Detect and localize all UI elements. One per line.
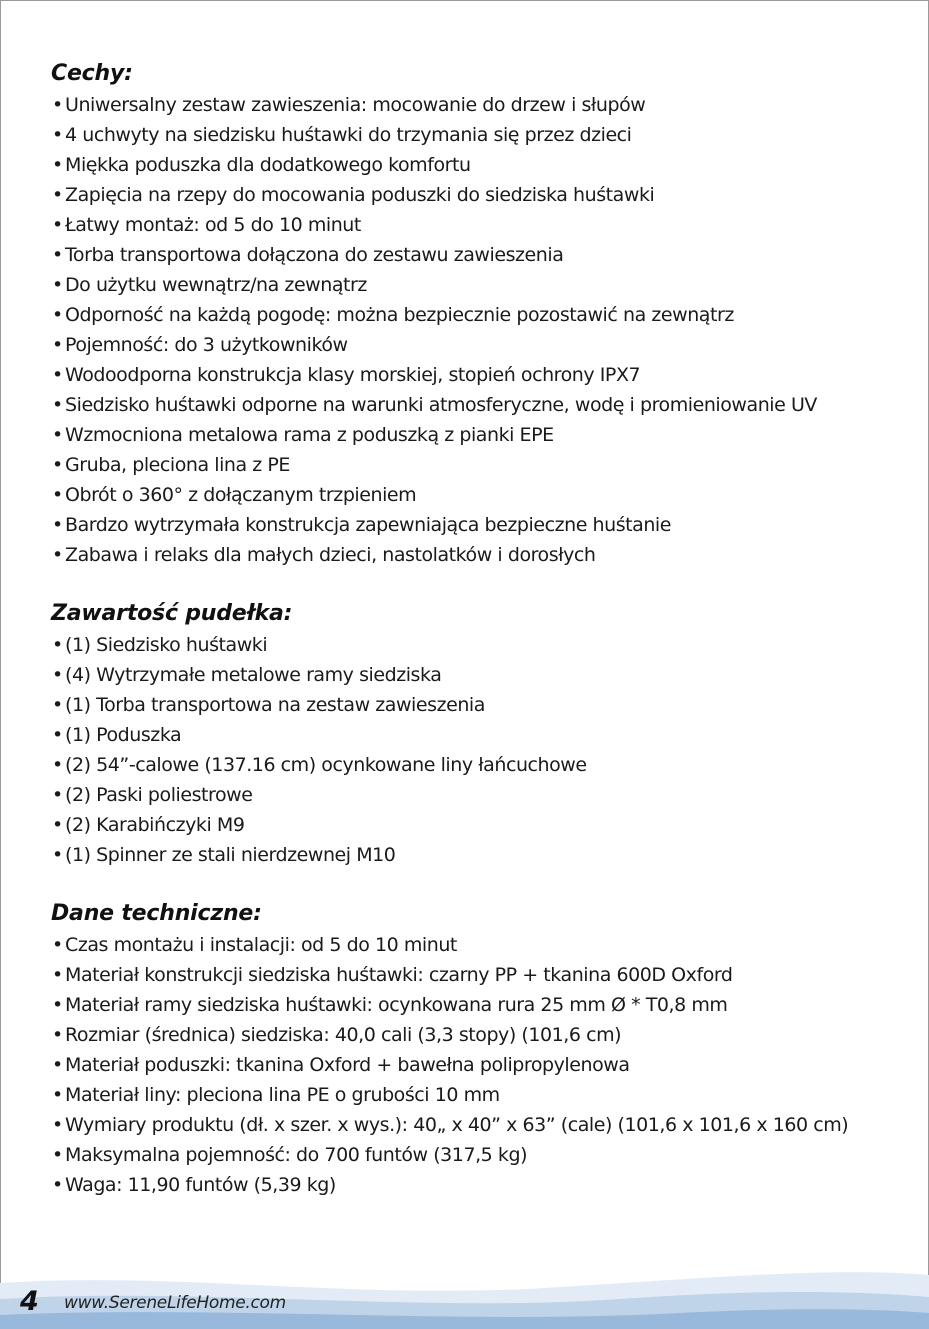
list-item: • (1) Siedzisko huśtawki [51, 630, 911, 660]
list-item: • Wodoodporna konstrukcja klasy morskiej, stopień ochrony IPX7 [51, 360, 911, 390]
features-list [51, 90, 911, 570]
list-item: • Zapięcia na rzepy do mocowania poduszki do siedziska huśtawki [51, 180, 911, 210]
box-contents-list [51, 630, 911, 870]
list-item: • Wymiary produktu (dł. x szer. x wys.): 40„ x 40” x 63” (cale) (101,6 x 101,6 x 160 cm) [51, 1110, 911, 1140]
box-contents-section [51, 598, 911, 870]
list-item: • Miękka poduszka dla dodatkowego komfortu [51, 150, 911, 180]
list-item: • Łatwy montaż: od 5 do 10 minut [51, 210, 911, 240]
list-item: • 4 uchwyty na siedzisku huśtawki do trzymania się przez dzieci [51, 120, 911, 150]
list-item: • Waga: 11,90 funtów (5,39 kg) [51, 1170, 911, 1200]
website-url: www.SereneLifeHome.com [64, 1293, 286, 1313]
list-item: • Czas montażu i instalacji: od 5 do 10 minut [51, 930, 911, 960]
list-item: • (2) Paski poliestrowe [51, 780, 911, 810]
technical-data-heading: Dane techniczne: [51, 901, 262, 926]
list-item: • Materiał konstrukcji siedziska huśtawki: czarny PP + tkanina 600D Oxford [51, 960, 911, 990]
features-heading: Cechy: [51, 61, 133, 86]
list-item: • (4) Wytrzymałe metalowe ramy siedziska [51, 660, 911, 690]
list-item: • (1) Spinner ze stali nierdzewnej M10 [51, 840, 911, 870]
list-item: • Zabawa i relaks dla małych dzieci, nastolatków i dorosłych [51, 540, 911, 570]
list-item: • (2) Karabińczyki M9 [51, 810, 911, 840]
list-item: • Maksymalna pojemność: do 700 funtów (317,5 kg) [51, 1140, 911, 1170]
technical-data-section [51, 898, 911, 1200]
list-item: • Odporność na każdą pogodę: można bezpiecznie pozostawić na zewnątrz [51, 300, 911, 330]
list-item: • Materiał ramy siedziska huśtawki: ocynkowana rura 25 mm Ø * T0,8 mm [51, 990, 911, 1020]
features-section [51, 58, 911, 570]
list-item: • Uniwersalny zestaw zawieszenia: mocowanie do drzew i słupów [51, 90, 911, 120]
technical-data-list [51, 930, 911, 1200]
list-item: • Bardzo wytrzymała konstrukcja zapewniająca bezpieczne huśtanie [51, 510, 911, 540]
list-item: • (2) 54”-calowe (137.16 cm) ocynkowane liny łańcuchowe [51, 750, 911, 780]
list-item: • (1) Poduszka [51, 720, 911, 750]
list-item: • Pojemność: do 3 użytkowników [51, 330, 911, 360]
box-contents-heading: Zawartość pudełka: [51, 601, 293, 626]
list-item: • Materiał poduszki: tkanina Oxford + bawełna polipropylenowa [51, 1050, 911, 1080]
list-item: • Do użytku wewnątrz/na zewnątrz [51, 270, 911, 300]
list-item: • Wzmocniona metalowa rama z poduszką z pianki EPE [51, 420, 911, 450]
list-item: • Materiał liny: pleciona lina PE o grubości 10 mm [51, 1080, 911, 1110]
list-item: • (1) Torba transportowa na zestaw zawieszenia [51, 690, 911, 720]
document-body [51, 58, 911, 1200]
list-item: • Obrót o 360° z dołączanym trzpieniem [51, 480, 911, 510]
list-item: • Siedzisko huśtawki odporne na warunki atmosferyczne, wodę i promieniowanie UV [51, 390, 911, 420]
page-number: 4 [20, 1286, 39, 1317]
list-item: • Rozmiar (średnica) siedziska: 40,0 cali (3,3 stopy) (101,6 cm) [51, 1020, 911, 1050]
list-item: • Torba transportowa dołączona do zestawu zawieszenia [51, 240, 911, 270]
list-item: • Gruba, pleciona lina z PE [51, 450, 911, 480]
